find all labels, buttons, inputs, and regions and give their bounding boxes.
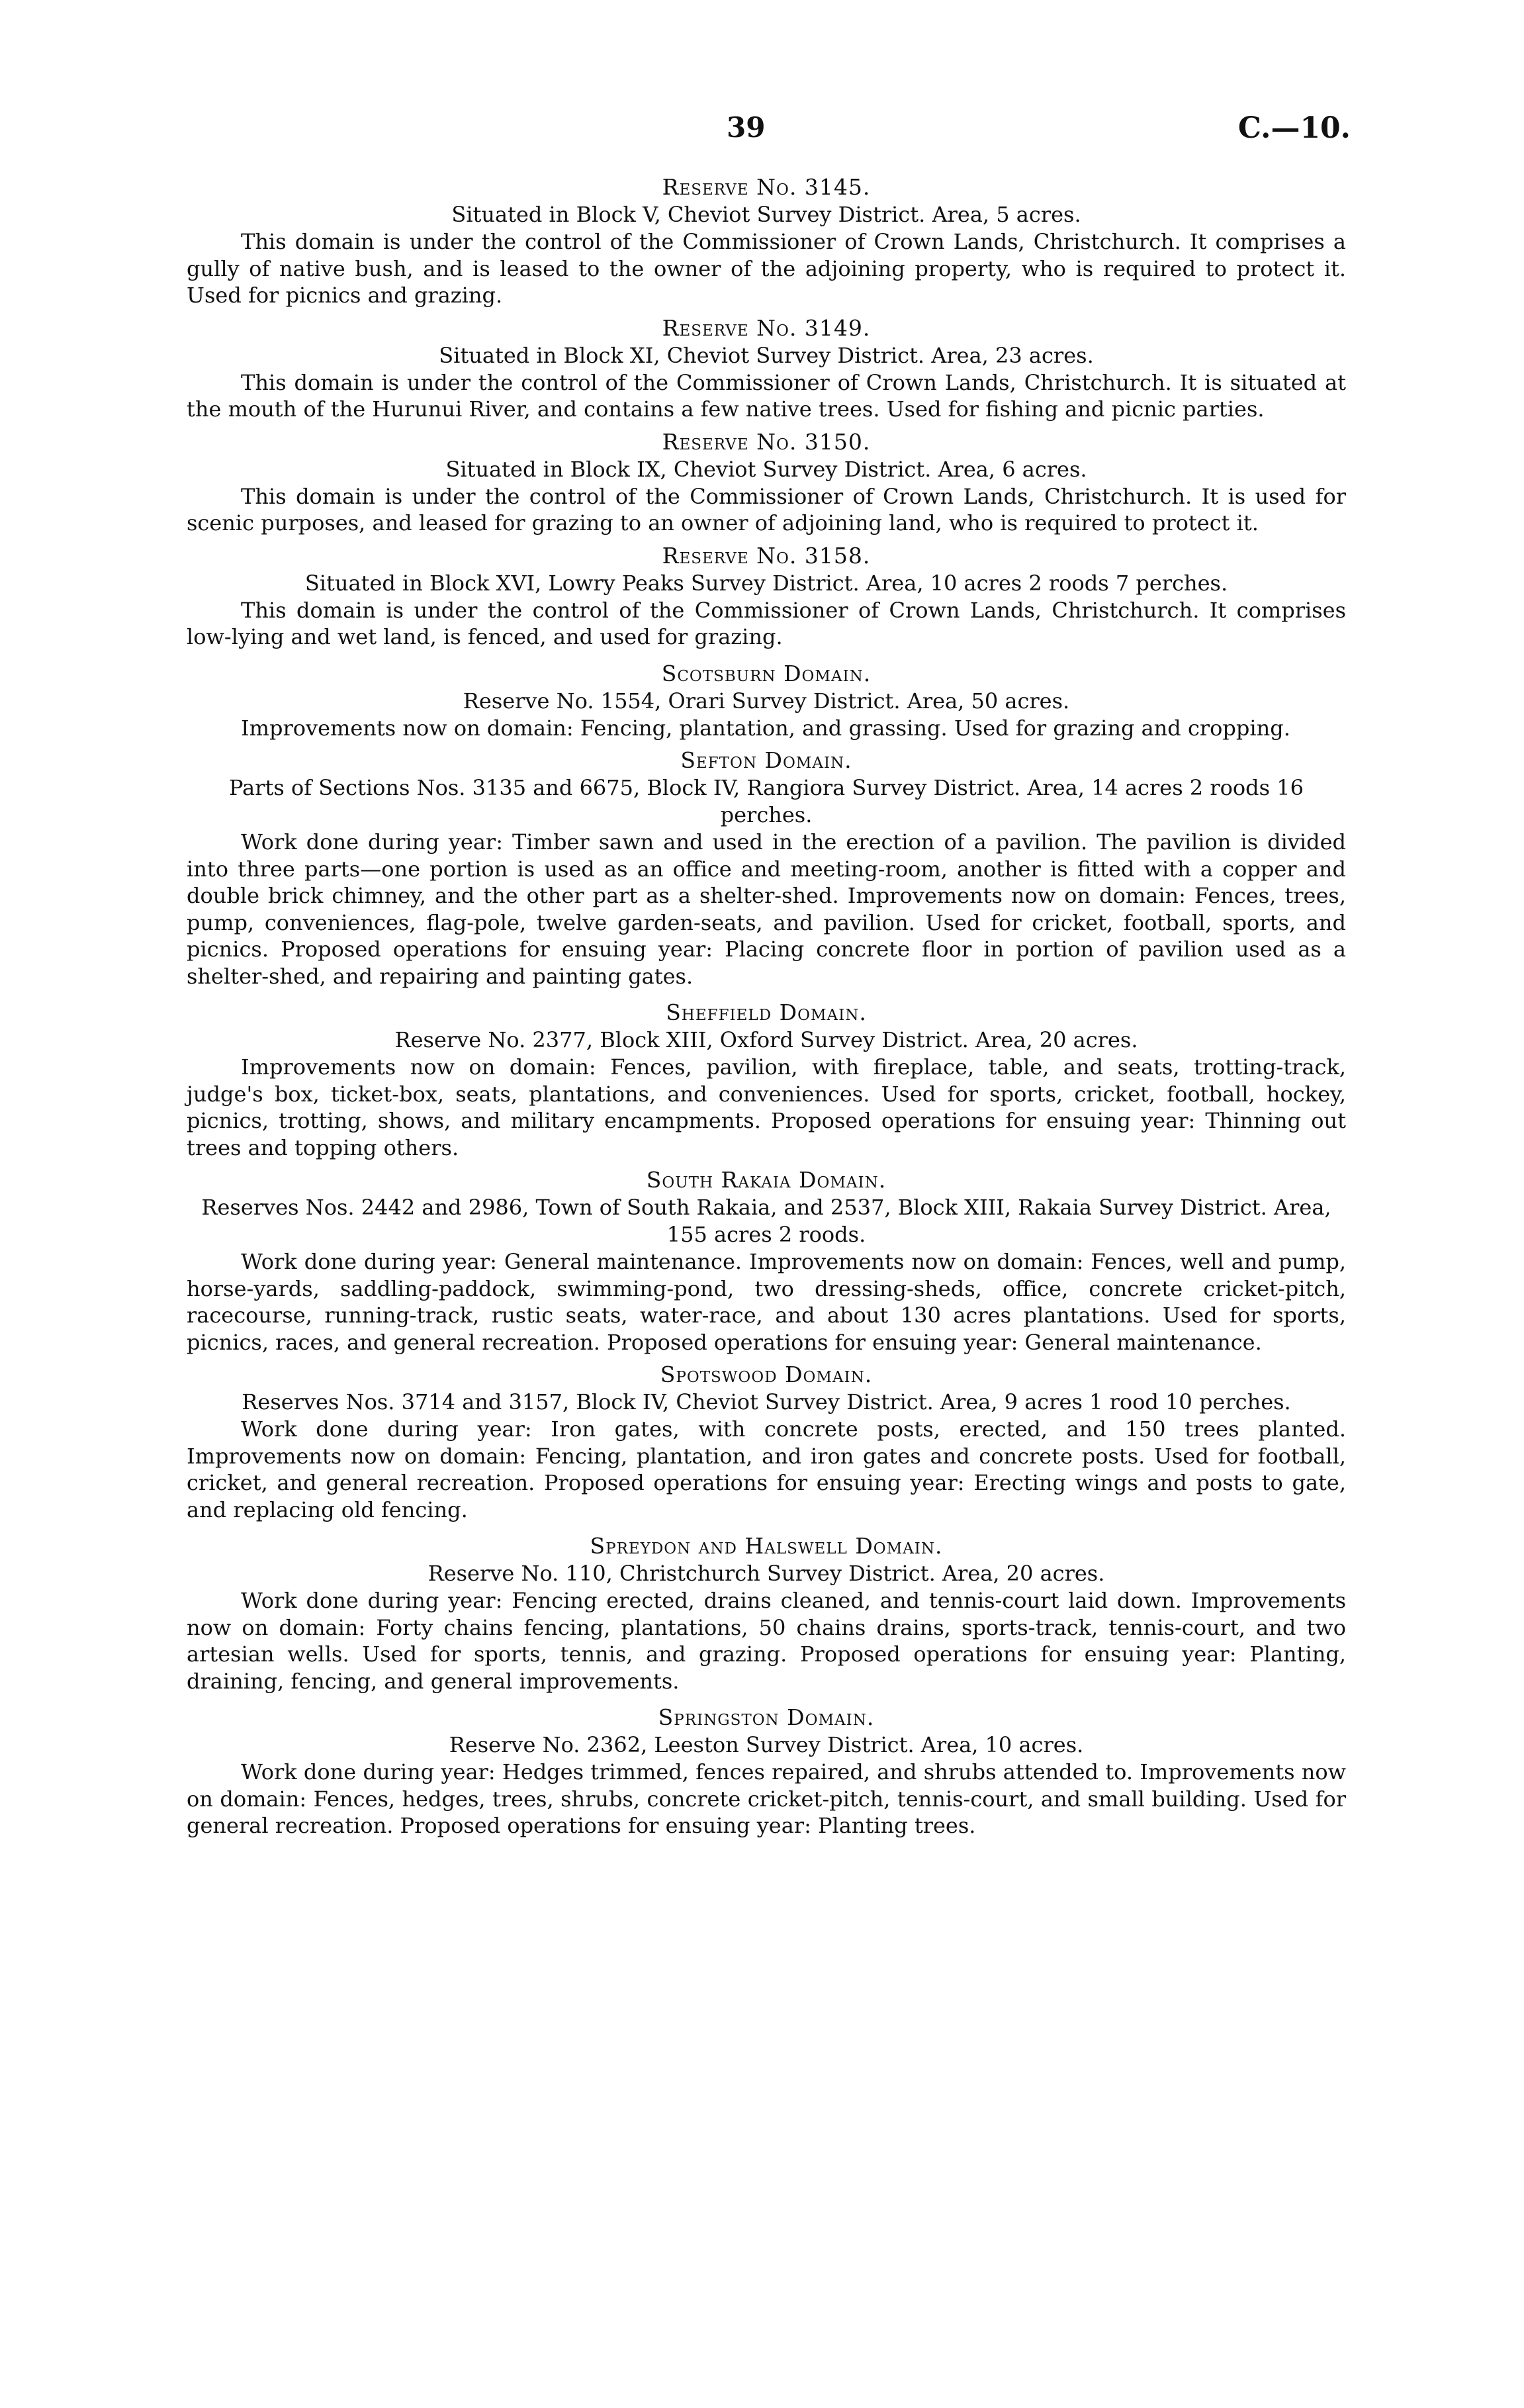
section-title: Reserve No. 3150.: [662, 428, 871, 455]
section-reserve-3149: [187, 314, 1346, 423]
section-location: Reserves Nos. 3714 and 3157, Block IV, Cheviot Survey District. Area, 9 acres 1 rood 10 perches.: [242, 1389, 1291, 1414]
section-location: Situated in Block XVI, Lowry Peaks Survey District. Area, 10 acres 2 roods 7 perches.: [304, 570, 1228, 596]
section-south-rakaia-domain: [187, 1166, 1346, 1356]
section-reserve-3150: [187, 428, 1346, 537]
section-location: Situated in Block V, Cheviot Survey District. Area, 5 acres.: [451, 202, 1081, 227]
section-title: Spotswood Domain.: [660, 1362, 873, 1387]
section-location: Reserve No. 2362, Leeston Survey District. Area, 10 acres.: [449, 1732, 1084, 1757]
section-body: Work done during year: Fencing erected, drains cleaned, and tennis-court laid down. Improvements now on domain: Forty chains fencing, plantations, 50 chains drains, sports-track, tennis-court, and two artesian wells. Used for sports, tennis, and grazing. Proposed operations for ensuing year: Planting, draining, fencing, and general improvements.: [187, 1588, 1346, 1694]
section-location: Parts of Sections Nos. 3135 and 6675, Block IV, Rangiora Survey District. Area, 14 acres 2 roods 16 perches.: [229, 775, 1304, 827]
section-body: This domain is under the control of the Commissioner of Crown Lands, Christchurch. It comprises a gully of native bush, and is leased to the owner of the adjoining property, who is required to protect it. Used for picnics and grazing.: [187, 229, 1346, 308]
section-title: Springston Domain.: [658, 1704, 875, 1730]
section-body: Improvements now on domain: Fences, pavilion, with fireplace, table, and seats, trotting-track, judge's box, ticket-box, seats, plantations, and conveniences. Used for sports, cricket, football, hockey, picnics, trotting, shows, and military encampments. Proposed operations for ensuing year: Thinning out trees and topping others.: [187, 1054, 1346, 1160]
section-title: Reserve No. 3145.: [662, 174, 871, 200]
section-body: This domain is under the control of the Commissioner of Crown Lands, Christchurch. It comprises low-lying and wet land, is fenced, and used for grazing.: [187, 597, 1346, 649]
section-springston-domain: [187, 1704, 1346, 1839]
page-header: [0, 111, 1524, 151]
section-spreydon-halswell-domain: [187, 1532, 1346, 1694]
section-sheffield-domain: [187, 999, 1346, 1161]
section-scotsburn-domain: [187, 660, 1346, 742]
section-body: This domain is under the control of the Commissioner of Crown Lands, Christchurch. It is situated at the mouth of the Hurunui River, and contains a few native trees. Used for fishing and picnic parties.: [187, 369, 1346, 422]
document-code: C.—10.: [1237, 111, 1351, 145]
section-body: Work done during year: General maintenance. Improvements now on domain: Fences, well and pump, horse-yards, saddling-paddock, swimming-pond, two dressing-sheds, office, concrete cricket-pitch, racecourse, running-track, rustic seats, water-race, and about 130 acres plantations. Used for sports, picnics, races, and general recreation. Proposed operations for ensuing year: General maintenance.: [187, 1249, 1346, 1355]
section-location: Situated in Block IX, Cheviot Survey District. Area, 6 acres.: [445, 456, 1087, 482]
section-location: Situated in Block XI, Cheviot Survey District. Area, 23 acres.: [439, 342, 1094, 368]
section-title: Spreydon and Halswell Domain.: [590, 1533, 943, 1559]
section-spotswood-domain: [187, 1361, 1346, 1523]
section-body: Work done during year: Timber sawn and used in the erection of a pavilion. The pavilion is divided into three parts—one portion is used as an office and meeting-room, another is fitted with a copper and double brick chimney, and the other part as a shelter-shed. Improvements now on domain: Fences, trees, pump, conveniences, flag-pole, twelve garden-seats, and pavilion. Used for cricket, football, sports, and picnics. Proposed operations for ensuing year: Placing concrete floor in portion of pavilion used as a shelter-shed, and repairing and painting gates.: [187, 829, 1346, 989]
section-location: Reserve No. 110, Christchurch Survey District. Area, 20 acres.: [427, 1561, 1105, 1586]
section-body: Work done during year: Iron gates, with concrete posts, erected, and 150 trees planted. Improvements now on domain: Fencing, plantation, and iron gates and concrete posts. Used for football, cricket, and general recreation. Proposed operations for ensuing year: Erecting wings and posts to gate, and replacing old fencing.: [187, 1416, 1346, 1522]
section-location: Reserve No. 1554, Orari Survey District. Area, 50 acres.: [463, 688, 1070, 714]
section-reserve-3145: [187, 173, 1346, 309]
section-title: Scotsburn Domain.: [661, 660, 872, 686]
section-body: Work done during year: Hedges trimmed, fences repaired, and shrubs attended to. Improvements now on domain: Fences, hedges, trees, shrubs, concrete cricket-pitch, tennis-court, and small building. Used for general recreation. Proposed operations for ensuing year: Planting trees.: [187, 1759, 1346, 1838]
section-title: Sefton Domain.: [680, 747, 852, 773]
section-location: Reserves Nos. 2442 and 2986, Town of South Rakaia, and 2537, Block XIII, Rakaia Survey District. Area, 155 acres 2 roods.: [201, 1195, 1331, 1247]
section-title: South Rakaia Domain.: [646, 1167, 887, 1193]
section-body: Improvements now on domain: Fencing, plantation, and grassing. Used for grazing and cropping.: [241, 715, 1290, 741]
section-reserve-3158: [187, 542, 1346, 651]
section-body: This domain is under the control of the Commissioner of Crown Lands, Christchurch. It is used for scenic purposes, and leased for grazing to an owner of adjoining land, who is required to protect it.: [187, 483, 1346, 535]
section-location: Reserve No. 2377, Block XIII, Oxford Survey District. Area, 20 acres.: [394, 1027, 1138, 1052]
section-title: Sheffield Domain.: [666, 999, 867, 1025]
page-content: [187, 173, 1346, 1839]
section-sefton-domain: [187, 747, 1346, 990]
section-title: Reserve No. 3149.: [662, 314, 871, 341]
page-number: 39: [727, 111, 766, 144]
section-title: Reserve No. 3158.: [662, 542, 871, 569]
